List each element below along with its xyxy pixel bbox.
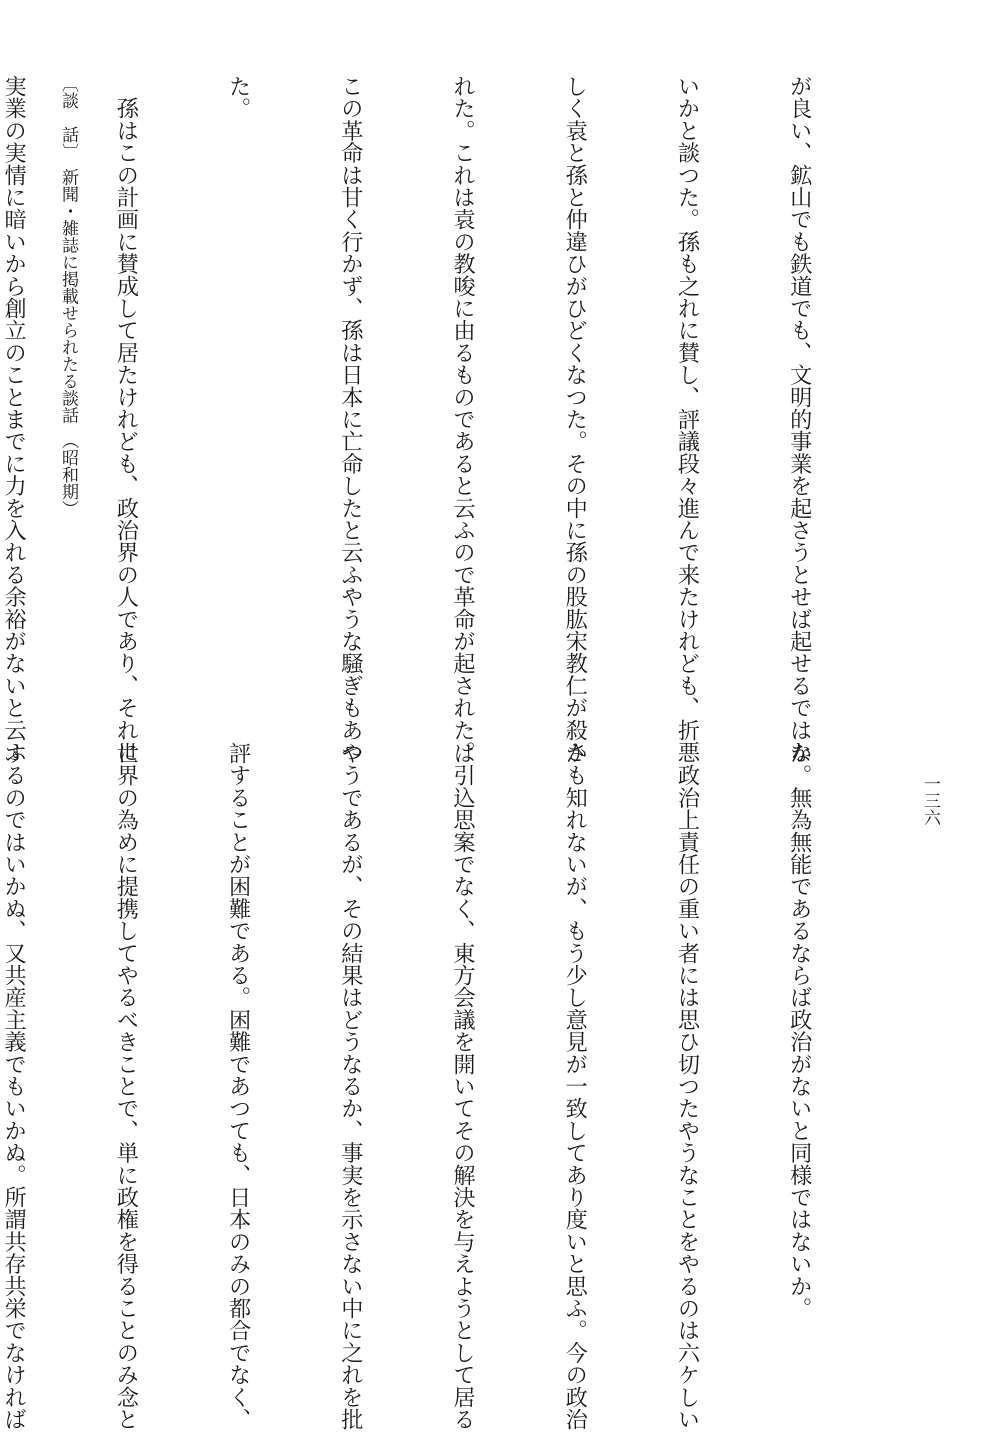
lower-text-section (0, 742, 892, 1431)
text-line: れた。これは袁の教唆に由るものであると云ふので革命が起された。 (449, 75, 476, 764)
text-line: は引込思案でなく、東方会議を開いてその解決を与えようとして居る (449, 742, 476, 1431)
upper-text-section (0, 75, 892, 764)
text-line: しく袁と孫と仲違ひがひどくなつた。その中に孫の股肱宋教仁が殺さ (561, 75, 588, 764)
running-header: 〔談 話〕 新聞・雑誌に掲載せられたる談話 （昭和期） (58, 75, 78, 517)
text-line: やうであるが、その結果はどうなるか、事実を示さない中に之れを批 (337, 742, 364, 1431)
text-line: が良い、鉱山でも鉄道でも、文明的事業を起さうとせば起せるではな (786, 75, 813, 764)
text-line: いかと談つた。孫も之れに賛し、評議段々進んで来たけれども、折悪 (673, 75, 700, 764)
text-line: 世界の為めに提携してやるべきことで、単に政権を得ることのみ念と (112, 742, 139, 1431)
text-line: この革命は甘く行かず、孫は日本に亡命したと云ふやうな騒ぎもあつ (337, 75, 364, 764)
text-line: 孫はこの計画に賛成して居たけれども、政治界の人であり、それに (112, 75, 139, 764)
text-line: 評することが困難である。困難であつても、日本のみの都合でなく、 (225, 742, 252, 1431)
text-line: するのではいかぬ、又共産主義でもいかぬ。所謂共存共栄でなければ (0, 742, 27, 1431)
text-line: かも知れないが、もう少し意見が一致してあり度いと思ふ。今の政治 (561, 742, 588, 1431)
page-number: 一三六 (920, 775, 940, 826)
text-line: か。無為無能であるならば政治がないと同様ではないか。 (786, 742, 813, 1320)
text-line: た。 (225, 75, 252, 120)
text-line: 政治上責任の重い者には思ひ切つたやうなことをやるのは六ケしい (673, 742, 700, 1431)
text-line: 実業の実情に暗いから創立のことまでに力を入れる余裕がないと云ふ (0, 75, 27, 764)
